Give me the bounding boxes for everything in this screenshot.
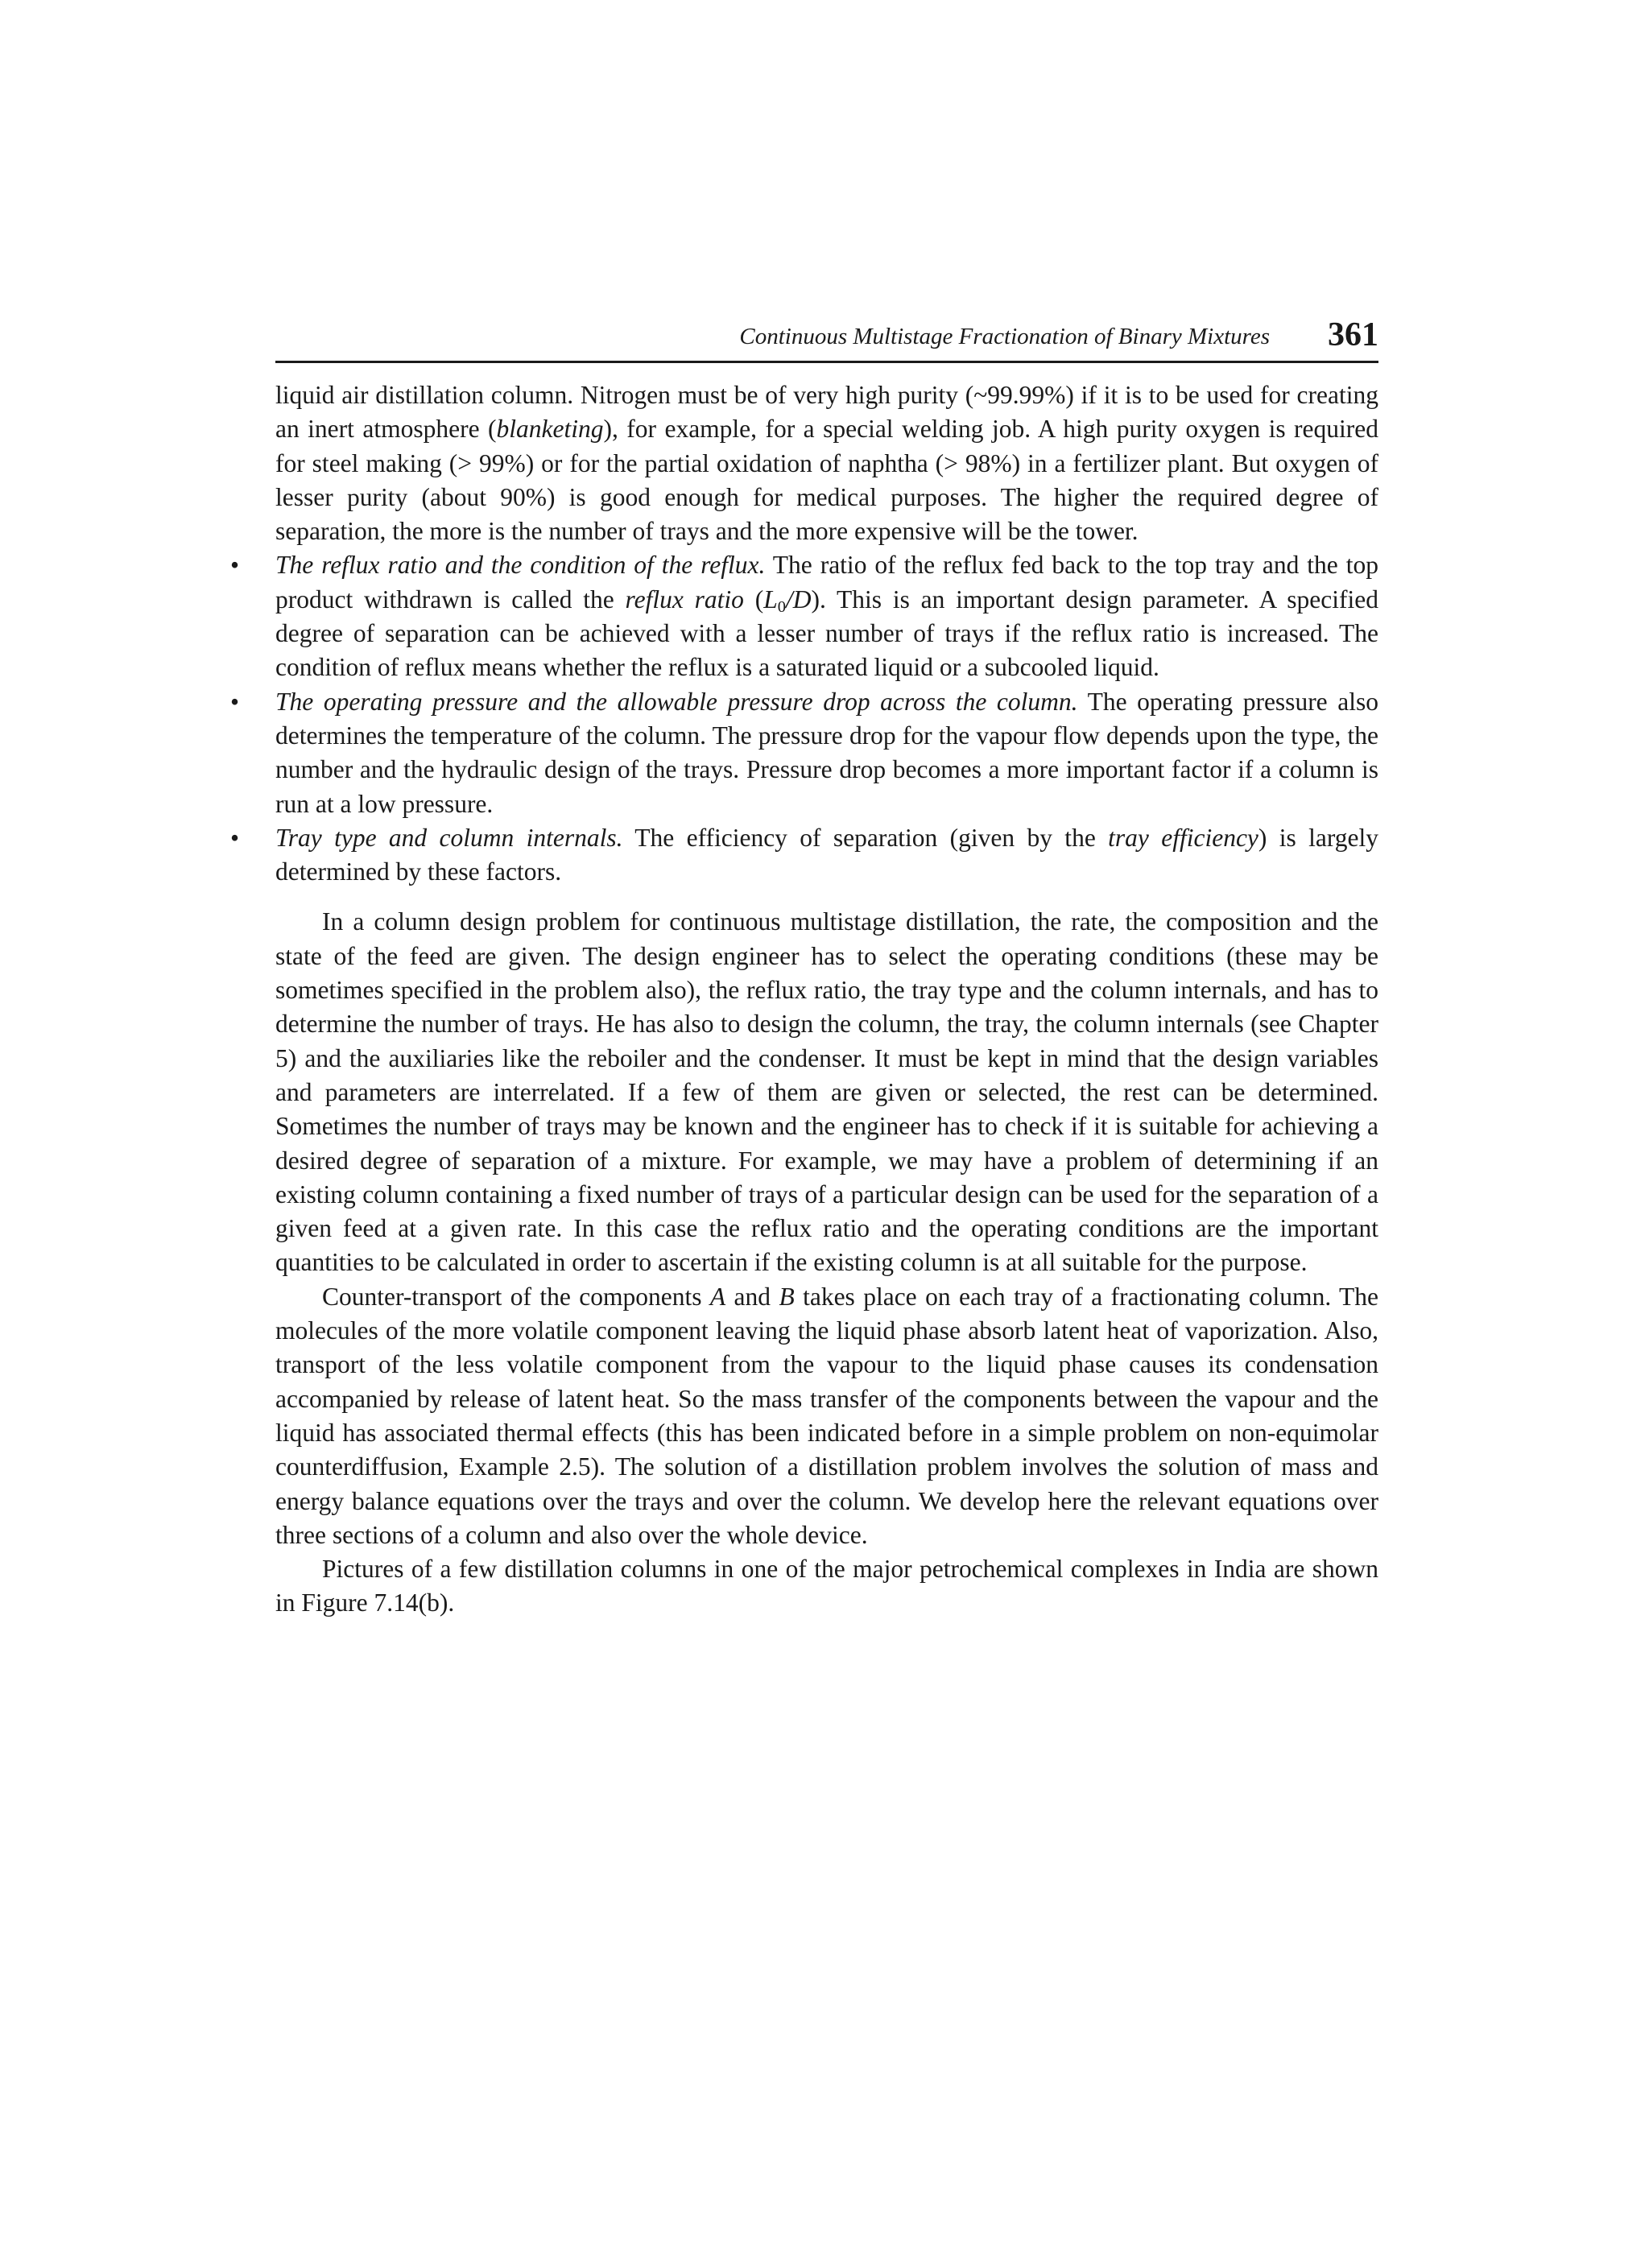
bullet-mark: •	[230, 551, 240, 580]
bullet-lead: The operating pressure and the allowable pressure drop across the column.	[275, 687, 1078, 716]
bullet-reflux-ratio: • The reflux ratio and the condition of the reflux. The ratio of the reflux fed back to the top tray and the top product withdrawn is called the reflux ratio $(L_0/D)$. This is an important design parameter. A specified degree of separation can be achieved with a lesser number of trays if the reflux ratio is increased. The condition of reflux means whether the reflux is a saturated liquid or a subcooled liquid.	[275, 548, 1378, 684]
paragraph-pictures: Pictures of a few distillation columns in one of the major petrochemical complexes in India are shown in Figure 7.14(b).	[275, 1555, 1378, 1617]
bullet-mark: •	[230, 823, 240, 852]
bullet-operating-pressure: • The operating pressure and the allowable pressure drop across the column. The operating pressure also determines the temperature of the column. The pressure drop for the vapour flow depends upon the type, the number and the hydraulic design of the trays. Pressure drop becomes a more important factor if a column is run at a low pressure.	[275, 685, 1378, 821]
bullet-lead: The reflux ratio and the condition of the reflux.	[275, 551, 766, 580]
paragraph-design-problem: In a column design problem for continuous multistage distillation, the rate, the composition and the state of the feed are given. The design engineer has to select the operating conditions (these may be sometimes specified in the problem also), the reflux ratio, the tray type and the column internals, and has to determine the number of trays. He has also to design the column, the tray, the column internals (see Chapter 5) and the auxiliaries like the reboiler and the condenser. It must be kept in mind that the design variables and parameters are interrelated. If a few of them are given or selected, the rest can be determined. Sometimes the number of trays may be known and the engineer has to check if it is suitable for achieving a desired degree of separation of a mixture. For example, we may have a problem of determining if an existing column containing a fixed number of trays of a particular design can be used for the separation of a given feed at a given rate. In this case the reflux ratio and the operating conditions are the important quantities to be calculated in order to ascertain if the existing column is at all suitable for the purpose.	[275, 907, 1378, 1277]
running-head	[275, 316, 1378, 363]
running-title: Continuous Multistage Fractionation of Binary Mixtures	[739, 324, 1270, 349]
bullet-tray-type: • Tray type and column internals. The efficiency of separation (given by the tray efficiency) is largely determined by these factors.	[275, 821, 1378, 890]
page-number: 361	[1328, 316, 1378, 353]
continued-paragraph: liquid air distillation column. Nitrogen must be of very high purity (~99.99%) if it is to be used for creating an inert atmosphere (blanketing), for example, for a special welding job. A high purity oxygen is required for steel making (> 99%) or for the partial oxidation of naphtha (> 98%) in a fertilizer plant. But oxygen of lesser purity (about 90%) is good enough for medical purposes. The higher the required degree of separation, the more is the number of trays and the more expensive will be the tower.	[275, 381, 1378, 546]
paragraph-counter-transport: Counter-transport of the components A and B takes place on each tray of a fractionating column. The molecules of the more volatile component leaving the liquid phase absorb latent heat of vaporization. Also, transport of the less volatile component from the vapour to the liquid phase causes its condensation accompanied by release of latent heat. So the mass transfer of the components between the vapour and the liquid has associated thermal effects (this has been indicated before in a simple problem on non-equimolar counterdiffusion, Example 2.5). The solution of a distillation problem involves the solution of mass and energy balance equations over the trays and over the column. We develop here the relevant equations over three sections of a column and also over the whole device.	[275, 1282, 1378, 1549]
bullet-mark: •	[230, 687, 240, 716]
bullet-lead: Tray type and column internals.	[275, 823, 623, 852]
body-text	[230, 378, 1379, 1621]
